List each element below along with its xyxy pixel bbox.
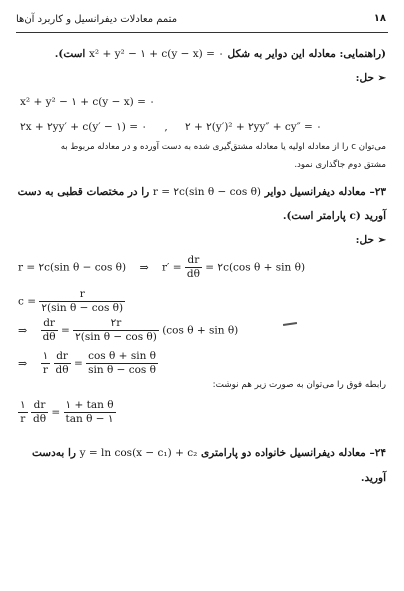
dr-dtheta-fraction: $\frac{dr}{d\theta}$ bbox=[55, 350, 69, 376]
implies-arrow: ⇒ bbox=[18, 356, 28, 370]
problem-23-equation: r = ۲c(sin θ − cos θ) bbox=[152, 186, 262, 198]
problem-23-text-a: ۲۳– معادله دیفرانسیل دوایر bbox=[264, 186, 386, 198]
problem-24-text-a: ۲۴– معادله دیفرانسیل خانواده دو پارامتری bbox=[200, 447, 386, 459]
tan-ratio-fraction: $\frac{\text{۱ + tan θ}}{\text{tan θ − ۱}}$ bbox=[65, 399, 114, 425]
solution-label-2: ➢ حل: bbox=[355, 234, 386, 246]
implies-arrow: ⇒ bbox=[18, 323, 28, 337]
rewrite-sentence: رابطه فوق را می‌توان به صورت زیر هم نوشت: bbox=[212, 380, 386, 390]
running-header-title: متمم معادلات دیفرانسیل و کاربرد آن‌ها bbox=[16, 14, 178, 25]
c-fraction: $\frac{r}{\text{۲(sin θ − cos θ)}}$ bbox=[41, 288, 124, 314]
problem-23-text-b: را در مختصات قطبی به دست bbox=[17, 186, 150, 198]
cos-plus-sin-factor: (cos θ + sin θ) bbox=[162, 324, 239, 337]
dr-dtheta-fraction: $\frac{dr}{d\theta}$ bbox=[42, 317, 56, 343]
one-over-r-fraction: $\frac{۱}{r}$ bbox=[42, 350, 49, 376]
triangle-bullet-icon: ➢ bbox=[377, 73, 386, 84]
implies-arrow: ⇒ bbox=[139, 260, 149, 274]
stray-pen-mark bbox=[283, 322, 297, 326]
polar-circle-eq: r = ۲c(sin θ − cos θ) bbox=[18, 261, 127, 274]
paragraph-line-1: می‌توان c را از معادله اولیه یا معادله مشتق‌گیری شده به دست آورده و در معادله مربوط به bbox=[60, 142, 386, 152]
equation-c-value bbox=[18, 288, 125, 315]
hint-text-b: است). bbox=[54, 48, 86, 60]
dr-dtheta-fraction: $\frac{dr}{d\theta}$ bbox=[186, 254, 200, 280]
equals-sign: = bbox=[51, 406, 61, 419]
dr-dtheta-fraction: $\frac{dr}{d\theta}$ bbox=[32, 399, 47, 425]
page-number: ۱۸ bbox=[373, 13, 386, 24]
c-equals: c = bbox=[18, 295, 37, 308]
r-prime: r′ = bbox=[162, 261, 182, 274]
header-rule bbox=[16, 32, 388, 33]
problem-23-line-1 bbox=[16, 186, 386, 198]
problem-24-text-b: را به‌دست bbox=[31, 447, 76, 459]
hint-line bbox=[16, 48, 386, 60]
paragraph-line-2: مشتق دوم جاگذاری نمود. bbox=[294, 160, 386, 170]
equation-tan-form bbox=[18, 399, 116, 426]
hint-text-a: (راهنمایی: معادله این دوایر به شکل bbox=[227, 48, 386, 60]
polar-derivative-rhs: = ۲c(cos θ + sin θ) bbox=[205, 261, 306, 274]
solution-label-1: ➢ حل: bbox=[355, 72, 386, 84]
equals-sign: = bbox=[60, 324, 70, 337]
one-over-r-fraction: $\frac{۱}{r}$ bbox=[20, 399, 26, 425]
problem-24-line-2: آورید. bbox=[360, 472, 386, 484]
hint-equation: x² + y² − ۱ + c(y − x) = ۰ bbox=[89, 48, 224, 60]
equation-circle-family: x² + y² − ۱ + c(y − x) = ۰ bbox=[20, 96, 155, 108]
equation-substitution bbox=[18, 317, 238, 344]
problem-23-line-2: آورید (c پارامتر است). bbox=[282, 210, 386, 222]
triangle-bullet-icon: ➢ bbox=[377, 235, 386, 246]
equation-log-derivative bbox=[18, 350, 158, 377]
trig-ratio-fraction: $\frac{\text{cos θ + sin θ}}{\text{sin θ − cos θ}}$ bbox=[88, 350, 156, 376]
first-derivative-eq: ۲x + ۲yy′ + c(y′ − ۱) = ۰ bbox=[20, 121, 148, 133]
eq-separator: , bbox=[164, 121, 168, 133]
problem-24-equation: y = ln cos(x − c₁) + c₂ bbox=[79, 447, 198, 459]
problem-24-line-1 bbox=[16, 447, 386, 459]
substituted-fraction: $\frac{۲r}{\text{۲(sin θ − cos θ)}}$ bbox=[75, 317, 157, 343]
equation-derivatives bbox=[20, 121, 322, 133]
equation-polar-derivative bbox=[18, 254, 305, 281]
second-derivative-eq: ۲ + ۲(y′)² + ۲yy″ + cy″ = ۰ bbox=[185, 121, 322, 133]
equals-sign: = bbox=[73, 357, 83, 370]
